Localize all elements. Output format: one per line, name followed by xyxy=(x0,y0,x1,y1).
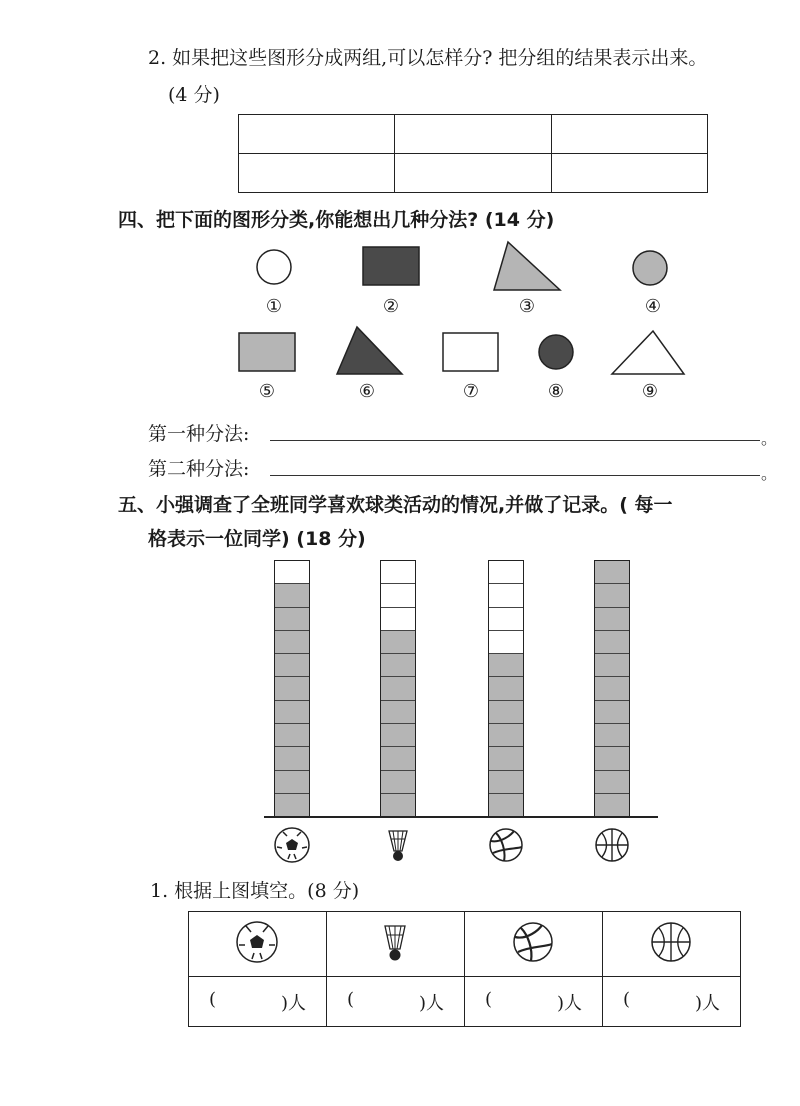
bar-cell xyxy=(595,747,629,770)
bar-cell xyxy=(381,724,415,747)
bar-cell xyxy=(595,631,629,654)
bar-cell xyxy=(275,771,309,794)
answer-header-soccer xyxy=(189,912,327,977)
bar-cell xyxy=(275,747,309,770)
bar-cell xyxy=(595,771,629,794)
bar-cell xyxy=(381,771,415,794)
bar-cell xyxy=(489,631,523,654)
paren-close: )人 xyxy=(694,992,720,1014)
shape-number: ⑤ xyxy=(258,381,276,402)
bar-cell xyxy=(381,794,415,817)
paren-close: )人 xyxy=(280,992,306,1014)
method1-period: 。 xyxy=(761,429,778,448)
bar-cell xyxy=(275,654,309,677)
bar-cell xyxy=(275,561,309,584)
bar-shuttlecock xyxy=(380,560,416,818)
chart-baseline xyxy=(264,816,658,818)
bar-cell xyxy=(489,724,523,747)
bar-cell xyxy=(381,654,415,677)
answer-cell-volleyball[interactable] xyxy=(465,977,603,1027)
bar-cell xyxy=(381,584,415,607)
bar-cell xyxy=(595,584,629,607)
method2-period: 。 xyxy=(761,464,778,483)
shuttlecock-icon xyxy=(389,831,407,861)
bar-cell xyxy=(489,561,523,584)
bar-cell xyxy=(381,561,415,584)
bar-cell xyxy=(595,794,629,817)
bar-cell xyxy=(489,654,523,677)
bar-cell xyxy=(381,608,415,631)
bar-cell xyxy=(489,677,523,700)
bar-cell xyxy=(275,701,309,724)
shape-number: ② xyxy=(382,296,400,317)
bar-cell xyxy=(595,654,629,677)
bar-cell xyxy=(595,701,629,724)
paren-open: ( xyxy=(623,988,631,1010)
shape-number: ⑨ xyxy=(641,381,659,402)
bar-cell xyxy=(275,677,309,700)
bar-soccer xyxy=(274,560,310,818)
volleyball-icon xyxy=(490,829,522,861)
basketball-icon xyxy=(596,829,628,861)
bar-cell xyxy=(381,677,415,700)
bar-cell xyxy=(489,747,523,770)
volleyball-icon xyxy=(514,923,552,961)
method1-label: 第一种分法: xyxy=(148,423,250,445)
soccer-ball-icon xyxy=(275,828,309,862)
soccer-ball-icon xyxy=(237,922,277,962)
bar-volleyball xyxy=(488,560,524,818)
answer-header-volleyball xyxy=(465,912,603,977)
shape-number: ① xyxy=(265,296,283,317)
answer-table xyxy=(188,911,741,1027)
bar-cell xyxy=(595,608,629,631)
section4-title: 四、把下面的图形分类,你能想出几种分法? (14 分) xyxy=(118,209,555,231)
bar-cell xyxy=(381,701,415,724)
bar-cell xyxy=(275,631,309,654)
bar-cell xyxy=(275,794,309,817)
q2-prompt: 2. 如果把这些图形分成两组,可以怎样分? 把分组的结果表示出来。 xyxy=(148,47,708,69)
bar-basketball xyxy=(594,560,630,818)
bar-cell xyxy=(489,771,523,794)
shape-number: ⑧ xyxy=(547,381,565,402)
shape-number: ⑦ xyxy=(462,381,480,402)
sub1-prompt: 1. 根据上图填空。(8 分) xyxy=(150,880,360,902)
bar-cell xyxy=(381,631,415,654)
shape-number: ④ xyxy=(644,296,662,317)
bar-cell xyxy=(381,747,415,770)
bar-cell xyxy=(595,677,629,700)
answer-cell-basketball[interactable] xyxy=(603,977,741,1027)
answer-header-shuttlecock xyxy=(327,912,465,977)
answer-header-basketball xyxy=(603,912,741,977)
chart-icons xyxy=(0,820,800,870)
bar-cell xyxy=(595,561,629,584)
bar-cell xyxy=(489,794,523,817)
bar-cell xyxy=(489,701,523,724)
answer-cell-shuttlecock[interactable] xyxy=(327,977,465,1027)
answer-cell-soccer[interactable] xyxy=(189,977,327,1027)
shuttlecock-icon xyxy=(385,926,405,961)
paren-open: ( xyxy=(347,988,355,1010)
bar-cell xyxy=(275,608,309,631)
paren-close: )人 xyxy=(418,992,444,1014)
method2-label: 第二种分法: xyxy=(148,458,250,480)
q2-points: (4 分) xyxy=(168,84,220,106)
bar-cell xyxy=(595,724,629,747)
shape-number: ⑥ xyxy=(358,381,376,402)
paren-open: ( xyxy=(209,988,217,1010)
section5-title-line1: 五、小强调查了全班同学喜欢球类活动的情况,并做了记录。( 每一 xyxy=(118,494,673,516)
shape-number: ③ xyxy=(518,296,536,317)
bar-cell xyxy=(489,584,523,607)
bar-cell xyxy=(275,724,309,747)
bar-cell xyxy=(489,608,523,631)
bar-cell xyxy=(275,584,309,607)
paren-close: )人 xyxy=(556,992,582,1014)
section5-title-line2: 格表示一位同学) (18 分) xyxy=(148,528,366,550)
paren-open: ( xyxy=(485,988,493,1010)
basketball-icon xyxy=(652,923,690,961)
